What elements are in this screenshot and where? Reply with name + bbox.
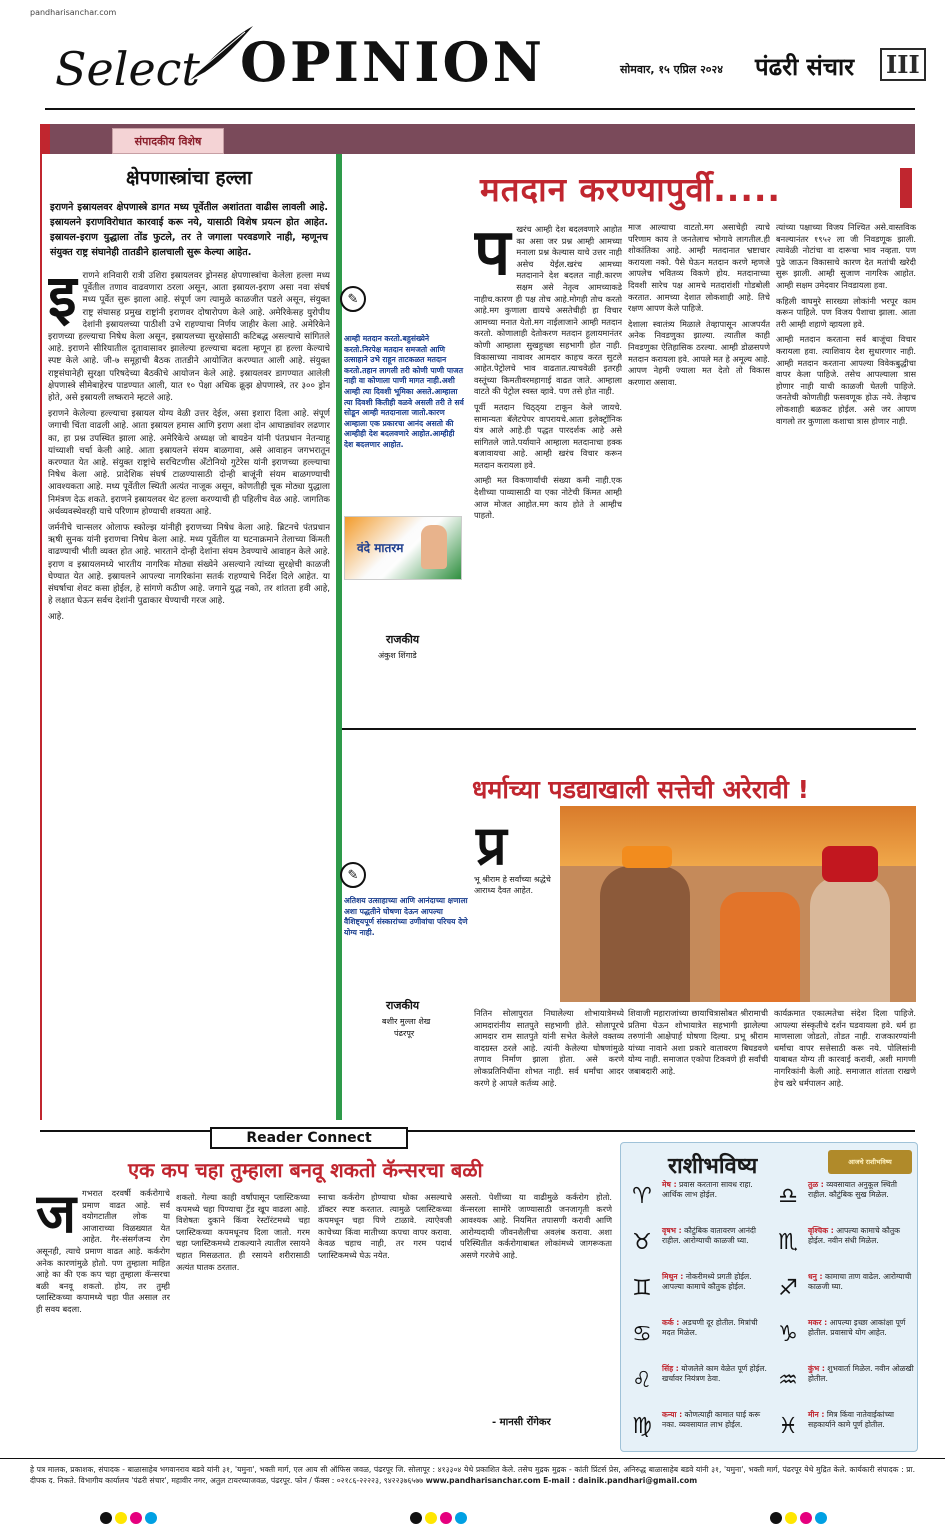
article2-dropcap: प्र [476,813,507,877]
zodiac-text: प्रवास करताना सावध राहा. आर्थिक लाभ होईल. [662,1180,753,1199]
zodiac-text: शुभवार्ता मिळेल. नवीन ओळखी होतील. [808,1364,914,1383]
article2-author: बशीर मुल्ला शेख [382,1017,431,1026]
article2-col2: शिवाजी महाराजांच्या छायाचित्रासोबत श्रीरामाची प्रतिमा घेऊन शोभायात्रेत सहभागी झालेल्या तरुणांनी आक्षेपार्ह घोषणा दिल्या. प्रभू श्रीराम यांच्या नावाने अशा प्रकारे वातावरण बिघडवणे योग्य नाही. समाजात एकोपा टिकवणे ही सर्वांची जबाबदारी आहे. [628,1008,768,1076]
reader-col3: स्नाचा कर्करोग होण्याचा धोका असल्याचे डॉक्टर स्पष्ट करतात. त्यामुळे प्लास्टिकच्या कपमधून चहा पिणे टाळावे. त्याऐवजी काचेच्या किंवा मातीच्या कपचा वापर करावा. केवळ चहाच नाही, तर गरम पदार्थ प्लास्टिकमध्ये घेऊ नयेत. [318,1192,452,1260]
article1-pullquote: आम्ही मतदान करतो.बहुसंख्येने करतो.निरपेक्ष मतदान समजतो आणि उत्साहाने उभे राहून ताटकळत मतदान करतो.तहान लागली तरी कोणी पाणी पाजत नाही वा कोणाला पाणी मागत नाही.अशी आम्ही त्या दिवशी भूमिका असते.आम्हाला त्या दिवशी कितीही वळवे असली तरी ते सर्व सोडून आम्ही मतदानाला जातो.कारण आम्हाला एक प्रकारचा आनंद असतो की आम्हीही देश बदलवणारे आहोत.आम्हीही देश बदलणार आहोत. [344,334,464,449]
zodiac-text: कामाचा ताण वाढेल. आरोग्याची काळजी घ्या. [808,1272,912,1291]
horoscope-entry [772,1318,914,1360]
zodiac-name: कुंभ : [808,1364,825,1373]
horoscope-entry [772,1180,914,1222]
sagittarius-icon: ♐ [778,1275,798,1301]
aries-icon: ♈ [632,1183,652,1209]
article2-side-text: भू श्रीराम हे सर्वांच्या श्रद्धेचे आराध्य दैवत आहेत. [474,875,551,895]
masthead-select: Select [55,42,200,96]
article1-headline: मतदान करण्यापुर्वी..... [480,170,781,209]
article1-author: अंकुश शिंगाडे [378,651,417,660]
site-url: pandharisanchar.com [30,8,117,17]
footer-web[interactable]: www.pandharisanchar.com [425,1476,541,1485]
zodiac-name: कन्या : [662,1410,683,1419]
footer-imprint: हे पत्र मालक, प्रकाशक, संपादक - बाळासाहेब भगवानराव बडवे यांनी ३१, 'यमुना', भक्ती मार्ग, एल आय सी ऑफिस जवळ, पंढरपूर जि. सोलापूर : ४१३३०४ येथे प्रकाशित केले. तसेच मुद्रक मुद्रक - कांती प्रिंटर्स प्रेस, अनिरुद्ध बाळासाहेब बडवे यांनी ३१, 'यमुना', भक्ती मार्ग, पंढरपूर येथे मुद्रित केले. कार्यकारी संपादक : प्रा. दीपक द. निकते. विभागीय कार्यालय 'पंढरी संचार', महावीर नगर, अतुल टायरच्याजवळ, पंढरपूर. फोन / फॅक्स : ०२१८६-२२२२३, ९४२२३७६५७७ www.pandharisanchar.com E-mail : dainik.pandhari@gmail.com [30,1465,915,1485]
reader-rule [40,1130,915,1132]
editorial-left-border [40,154,42,1120]
edit-icon: ✎ [340,286,366,312]
zodiac-name: सिंह : [662,1364,679,1373]
zodiac-name: मकर : [808,1318,828,1327]
zodiac-name: वृषभ : [662,1226,682,1235]
section-label-tab: संपादकीय विशेष [112,128,224,154]
zodiac-name: मिथुन : [662,1272,684,1281]
article1-headline-bar [900,168,912,208]
zodiac-text: व्यवसायात अनुकूल स्थिती राहील. कौटुंबिक सुख मिळेल. [808,1180,897,1199]
zodiac-name: कर्क : [662,1318,680,1327]
zodiac-text: नोकरीमध्ये प्रगती होईल. आपल्या कामाचे कौतुक होईल. [662,1272,752,1291]
article1-photo: वंदे मातरम [344,516,462,580]
zodiac-name: वृश्चिक : [808,1226,834,1235]
brand-logo: पंढरी संचार [755,53,855,81]
edit-icon-2: ✎ [340,862,366,888]
footer-rule [0,1458,945,1459]
article1-col2: माज आल्याचा वाटतो.मग असाचेही त्याचे परिणाम काय ते जनतेलाच भोगावे लागतील.ही शोकांतिका आहे. आम्ही मतदानात भ्रष्टाचार करायला नको. पैसे घेऊन मतदान करणे म्हणजे आपलेच भवितव्य विकणे होय. मतदानाच्या दिवशी सारेच पक्ष आमचे मतदारांशी गोडबोली करतात. आमच्या देशात लोकशाही आहे. तिचे रक्षण आपण केले पाहिजे. देशाला स्वातंत्र्य मिळाले तेव्हापासून आजपर्यंत अनेक निवडणुका झाल्या. त्यातील काही निवडणुका ऐतिहासिक ठरल्या. आम्ही डोळसपणे मतदान करायला हवे. आपले मत हे अमूल्य आहे. आपण नेहमी ज्याला मत देतो तो विकास करणारा असावा. [628,222,770,387]
pisces-icon: ♓ [778,1413,798,1439]
editorial-lede: इराणने इस्रायलवर क्षेपणास्त्रे डागत मध्य पूर्वेतील अशांतता वाढीस लावली आहे. इस्रायलने इराणविरोधात कारवाई करू नये, यासाठी विशेष प्रयत्न होत आहेत. इस्रायल-इराण युद्धाला तोंड फुटले, तर ते जगाला परवडणारे नाही, म्हणूनच संयुक्त राष्ट्र संघानेही तातडीने हालचाली सुरू केल्या आहेत. [50,202,328,258]
horoscope-entry [772,1410,914,1448]
zodiac-name: धनु : [808,1272,823,1281]
horoscope-entry [626,1318,768,1360]
issue-date: सोमवार, १५ एप्रिल २०२४ [620,63,723,76]
reader-headline: एक कप चहा तुम्हाला बनवू शकतो कॅन्सरचा बळी [128,1158,483,1182]
article2-headline: धर्माच्या पडद्याखाली सत्तेची अरेरावी ! [472,775,809,804]
horoscope-entry [626,1272,768,1314]
footer-email[interactable]: E-mail : dainik.pandhari@gmail.com [543,1476,698,1485]
article1-divider [342,728,916,730]
horoscope-title: राशीभविष्य [668,1154,758,1179]
zodiac-text: आपल्या कामाचे कौतुक होईल. नवीन संधी मिळेल. [808,1226,901,1245]
article1-dropcap: प [474,224,511,290]
registration-marks-mid [410,1512,470,1524]
horoscope-entry [772,1272,914,1314]
horoscope-entry [626,1180,768,1222]
article2-photo [560,806,916,1002]
zodiac-text: आपल्या इच्छा आकांक्षा पूर्ण होतील. प्रवासाचे योग आहेत. [808,1318,906,1337]
reader-col2: शकतो. गेल्या काही वर्षांपासून प्लास्टिकच्या कपमध्ये चहा पिण्याचा ट्रेंड खूप वाढला आहे. विशेषतः दुकाने किंवा रेस्टॉरंटमध्ये चहा प्लास्टिकच्या कपमधूनच दिला जातो. गरम चहा प्लास्टिकमध्ये टाकल्याने त्यातील रसायने चहात मिसळतात. ही रसायने शरीरासाठी अत्यंत घातक ठरतात. [176,1192,310,1272]
horoscope-entry [626,1364,768,1406]
registration-marks-right [770,1512,830,1524]
reader-dropcap: ज [36,1188,77,1245]
band-accent [40,124,50,154]
horoscope-entry [772,1226,914,1268]
horoscope-right-list [772,1180,914,1448]
zodiac-text: कौटुंबिक वातावरण आनंदी राहील. आरोग्याची काळजी घ्या. [662,1226,756,1245]
article2-col1: नितिन सोलापुरात निघालेल्या शोभायात्रेमध्ये आमदारांनीय सातपुते सहभागी होते. सोलापूरचे आमदार राम सातपुते यांनी सभेत केलेले वक्तव्य वादग्रस्त ठरले आहे. त्यांनी केलेल्या घोषणांमुळे तणाव निर्माण झाला होता. असे करणे लोकप्रतिनिधींना शोभत नाही. सर्व धर्मांचा आदर करणे हे आपले कर्तव्य आहे. [474,1008,624,1088]
reader-author: - मानसी रोंगेकर [492,1417,551,1428]
horoscope-entry [626,1226,768,1268]
scorpio-icon: ♏ [778,1229,798,1255]
editorial-headline: क्षेपणास्त्रांचा हल्ला [126,167,252,189]
zodiac-text: अडचणी दूर होतील. मित्रांची मदत मिळेल. [662,1318,758,1337]
masthead-opinion: OPINION [240,30,545,94]
gemini-icon: ♊ [632,1275,652,1301]
article2-col3: कार्यक्रमात एकात्मतेचा संदेश दिला पाहिजे. आपल्या संस्कृतीचे दर्शन घडवायला हवे. धर्म हा माणसाला जोडतो, तोडत नाही. राजकारण्यांनी धर्माचा वापर सत्तेसाठी करू नये. पोलिसांनी याबाबत योग्य ती कारवाई करावी, अशी मागणी नागरिकांनी केली आहे. समाजात शांतता राखणे हेच खरे धर्मपालन आहे. [774,1008,916,1088]
capricorn-icon: ♑ [778,1321,798,1347]
cancer-icon: ♋ [632,1321,652,1347]
zodiac-text: योजलेले काम वेळेत पूर्ण होईल. खर्चावर नियंत्रण ठेवा. [662,1364,767,1383]
article2-author-role: राजकीय [386,999,420,1012]
zodiac-text: कोणत्याही कामात घाई करू नका. व्यवसायात लाभ होईल. [662,1410,761,1429]
horoscope-entry [626,1410,768,1448]
aquarius-icon: ♒ [778,1367,798,1393]
article1-col3: त्यांच्या पक्षाच्या विजय निश्चित असे.वास्तविक बनल्यानंतर १९५२ ला जी निवडणूक झाली. त्यावेळी नोटांचा वा दारूचा भाव नव्हता. पण पुढे जाऊन विकासाचे कारण देत मतांची खरेदी सुरू झाली. आम्ही सुजाण नागरिक आहोत. आम्ही सक्षम उमेदवार निवडायला हवा. कहिली वाघमुरे सारख्या लोकांनी भरपूर काम करून पाहिले. पण विजय पैशाचा झाला. आता तरी आम्ही शहाणे व्हायला हवे. आम्ही मतदान करताना सर्व बाजूंचा विचार करायला हवा. त्याशिवाय देश सुधारणार नाही. आम्ही मतदान करताना आपल्या विवेकबुद्धीचा वापर केला पाहिजे. तसेच आपल्याला त्रास होणार नाही याची काळजी घेतली पाहिजे. जनतेची कोणतीही फसवणूक होऊ नये. तेव्हाच लोकशाही बळकट होईल. असे जर आपण वागलो तर कुणाला कशाचा त्रास होणार नाही. [776,222,916,426]
libra-icon: ♎ [778,1183,798,1209]
zodiac-name: तुळ : [808,1180,824,1189]
taurus-icon: ♉ [632,1229,652,1255]
zodiac-text: मित्र किंवा नातेवाईकांच्या सहकार्याने कामे पूर्ण होतील. [808,1410,894,1429]
reader-banner: Reader Connect [210,1127,408,1149]
page-number: III [880,48,926,81]
editorial-block [48,160,330,1120]
horoscope-left-list [626,1180,768,1448]
article1-col1: प खरंच आम्ही देश बदलवणारे आहोत का असा जर प्रश्न आम्ही आमच्या मनाला प्रश्न केल्यास याचे उत्तर नाही असेच येईल.खरंच आमच्या मतदानाने देश बदलत नाही.कारण सक्षम असे नेतृत्व आमच्याकडे नाहीच.कारण ही पक्ष तोच आहे.मोगही तोच करतो आहे.मग कुणाला द्यायचे असतेचीही हा विचार आमच्या मनात येतो.मग नाईलाजाने आम्ही मतदान करतो. कोणालाही देतोकरण मतदान हुलायमानंतर कोणी आम्हाला सुखहुच्छा सहभागी होत नाही. विकासाच्या नावावर आमदार काहच करत सुटले आहेत.पेट्रोलचे भाव वाढतात.त्याचवेळी इतरही वस्तूंच्या किमतीवरमहागाई वाढत जाते. आम्हाला वाटते की पेट्रोल स्वस्त व्हावे. पण तसे होत नाही. पूर्वी मतदान चिठ्ठ्या टाकून केले जायचे. सामान्यतः बॅलेटपेपर वापरायचे.आता इलेक्ट्रॉनिक यंत्र आले आहे.ही पद्धत पारदर्शक आहे असे सांगितले जाते.पर्यायाने आम्हाला मतदानाचा हक्क बजावायचा आहे. आम्ही खरंच विचार करून मतदान करायला हवे. आम्ही मत विकणार्यांची संख्या कमी नाही.एक देशीच्या पाव्यासाठी या एका नोटेची किंमत आम्ही आज मोजत आहोत.मग काय होते ते आम्हीच पाहतो. [474,224,622,521]
reader-col1: ज गभरात दरवर्षी कर्करोगाचे प्रमाण वाढत आहे. सर्व वयोगटातील लोक या आजाराच्या विळख्यात येत आहेत. गैर-संसर्गजन्य रोग असूनही, त्याचे प्रमाण वाढत आहे. कर्करोग अनेक कारणांमुळे होतो. पण तुम्हाला माहित आहे का की एक कप चहा तुम्हाला कॅन्सरचा बळी बनवू शकतो. होय, तर तुम्ही प्लास्टिकच्या कपामध्ये चहा पीत असाल तर ही सवय बदला. [36,1188,170,1314]
horoscope-badge: आजचे राशीभविष्य [828,1150,912,1174]
article1-author-role: राजकीय [386,633,420,646]
article2-pullquote: अतिशय उत्साहाच्या आणि आनंदाच्या क्षणाला अशा पद्धतीने घोषणा देऊन आपल्या वैशिष्ट्यपूर्ण संस्कारांच्या उणीवांचा परिचय देणे योग्य नाही. [344,896,468,937]
virgo-icon: ♍ [632,1413,652,1439]
zodiac-name: मीन : [808,1410,825,1419]
leo-icon: ♌ [632,1367,652,1393]
masthead-rule [45,108,915,110]
reader-col4: असतो. पेशींच्या या वाढीमुळे कर्करोग होतो. कॅन्सरला सामोरे जाण्यासाठी जनजागृती करणे आवश्यक आहे. नियमित तपासणी करावी आणि आरोग्यदायी जीवनशैलीचा अवलंब करावा. अशा परिस्थितीत कर्करोगाबाबत लोकांमध्ये जागरूकता असणे गरजेचे आहे. [460,1192,612,1260]
article2-author-place: पंढरपूर [394,1029,415,1038]
horoscope-entry [772,1364,914,1406]
zodiac-name: मेष : [662,1180,677,1189]
editorial-body: इ राणने शनिवारी रात्री उशिरा इस्रायलवर ड्रोनसह क्षेपणास्त्रांचा केलेला हल्ला मध्य पूर्वेतील तणाव वाढवणारा ठरला असून, आता इस्रायल-इराण असा नवा संघर्ष मध्य पूर्वेत सुरू झाला आहे. संपूर्ण जग त्यामुळे काळजीत पडले असून, संयुक्त राष्ट्र संघासह प्रमुख राष्ट्रांनी इराणवर दोषारोपण केले आहे. अमेरिकेसह युरोपीय देशांनी इस्रायलच्या पाठीशी उभे राहण्याचा निर्णय जाहीर केला आहे. अमेरिकेने इराणच्या हल्ल्याचा निषेध केला असून, इस्रायलच्या सुरक्षेसाठी कटिबद्ध असल्याचे सांगितले आहे. इराणने सीरियातील दूतावासावर झालेल्या हल्ल्याचा बदला म्हणून हा हल्ला केल्याचे स्पष्ट केले आहे. जी-७ समूहाची बैठक तातडीने आयोजित करण्यात आली आहे. संयुक्त राष्ट्रसंघानेही सुरक्षा परिषदेच्या बैठकीचे आयोजन केले आहे. इस्रायलवर डागण्यात आलेली क्षेपणास्त्रे सीमेबाहेरच पाडण्यात आली, यात १० पेक्षा अधिक क्रूझ क्षेपणास्त्रे, तर ३०० ड्रोन होते, असे इस्रायली लष्कराने म्हटले आहे. इराणने केलेल्या हल्ल्याचा इस्रायल योग्य वेळी उत्तर देईल, असा इशारा दिला आहे. संपूर्ण जगाची चिंता वाढली आहे. आता इस्रायल हमास आणि इराण अशा दोन आघाड्यांवर लढणार का, हा प्रश्न उपस्थित झाला आहे. अमेरिकेचे अध्यक्ष जो बायडेन यांनी पंतप्रधान नेतन्याहू यांच्याशी चर्चा केली आहे. आता इस्रायलने संयम बाळगावा, असे आवाहन जगभरातून करण्यात येत आहे. संयुक्त राष्ट्रांचे सरचिटणीस अँटोनियो गुटेरेस यांनी इराणच्या हल्ल्याचा निषेध केला आहे. प्रादेशिक संघर्ष टाळण्यासाठी दोन्ही बाजूंनी संयम बाळगण्याची आवश्यकता आहे. मध्य पूर्वेतील स्थिती अत्यंत नाजूक असून, कोणतीही चूक मोठ्या युद्धाला निमंत्रण देऊ शकते. इराणने इस्रायलवर थेट हल्ला करण्याची ही पहिलीच वेळ आहे. जागतिक अर्थव्यवस्थेवरही याचे परिणाम होण्याची शक्यता आहे. जर्मनीचे चान्सलर ओलाफ स्कोल्झ यांनीही इराणच्या निषेध केला आहे. ब्रिटनचे पंतप्रधान ऋषी सुनक यांनी इराणचा निषेध केला आहे. मध्य पूर्वेतील या घटनाक्रमाने तेलाच्या किंमती वाढण्याची भीती व्यक्त होत आहे. भारताने दोन्ही देशांना संयम ठेवण्याचे आवाहन केले आहे. इराण व इस्रायलमध्ये भारतीय नागरिक मोठ्या संख्येने असल्याने त्यांच्या सुरक्षेची काळजी घेण्यात येत आहे. इस्रायलने आपल्या नागरिकांना सतर्क राहण्याचे निर्देश दिले आहेत. या संघर्षाचा शेवट कसा होईल, हे सांगणे कठीण आहे. जगाने युद्ध नको, तर शांतता हवी आहे, हे लक्षात घेऊन सर्वच देशांनी पुढाकार घेण्याची गरज आहे. आहे. [48,262,330,623]
editorial-dropcap: इ [48,262,77,330]
registration-marks-left [100,1512,160,1524]
